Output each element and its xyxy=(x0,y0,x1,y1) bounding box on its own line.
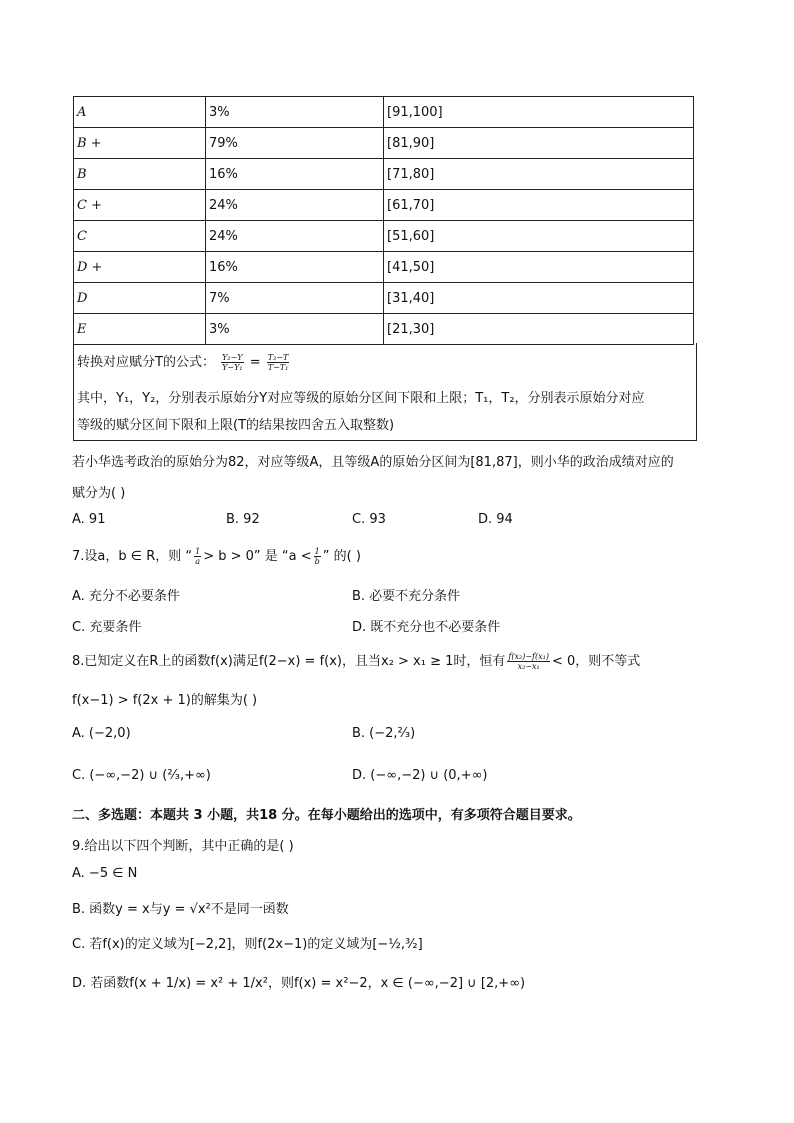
q9-stem: 9.给出以下四个判断，其中正确的是( ) xyxy=(72,839,294,854)
q9-option-a: A. −5 ∈ N xyxy=(72,866,138,881)
formula-note-cell xyxy=(73,343,697,441)
range-cell: [41,50] xyxy=(384,252,694,283)
range-cell: [91,100] xyxy=(384,97,694,128)
q7-stem-prefix: 7.设a，b ∈ R，则 “ xyxy=(72,549,193,564)
q9-option-c: C. 若f(x)的定义域为[−2,2]，则f(2x−1)的定义域为[−½,³⁄₂] xyxy=(72,937,423,952)
q7-fraction-2 xyxy=(314,547,321,566)
q7-fraction-1 xyxy=(194,547,201,566)
table-row xyxy=(74,314,694,345)
formula-label: 转换对应赋分T的公式： xyxy=(77,355,215,370)
grade-cell: D xyxy=(74,283,206,314)
formula-rhs-fraction xyxy=(267,353,290,372)
percent-cell: 16% xyxy=(206,252,384,283)
q8-stem-suffix: < 0，则不等式 xyxy=(551,654,641,669)
grade-cell: D + xyxy=(74,252,206,283)
q8-fraction xyxy=(507,652,550,671)
table-row xyxy=(74,221,694,252)
note-line-2: 等级的赋分区间下限和上限(T的结果按四舍五入取整数) xyxy=(77,418,395,433)
q8-option-a: A. (−2,0) xyxy=(72,726,131,741)
q7-option-c: C. 充要条件 xyxy=(72,620,142,635)
q8-option-b: B. (−2,²⁄₃) xyxy=(352,726,416,741)
table-row xyxy=(74,190,694,221)
grade-table xyxy=(73,96,694,345)
note-line-1: 其中，Y₁，Y₂，分别表示原始分Y对应等级的原始分区间下限和上限；T₁，T₂，分别表示原始分对应 xyxy=(77,391,645,406)
section-heading: 二、多选题：本题共 3 小题，共18 分。在每小题给出的选项中，有多项符合题目要求。 xyxy=(72,808,581,823)
formula-rhs-den: T−T₁ xyxy=(267,363,289,372)
q7-f2-den: b xyxy=(314,557,320,566)
percent-cell: 24% xyxy=(206,190,384,221)
q6-stem-line1: 若小华选考政治的原始分为82，对应等级A，且等级A的原始分区间为[81,87]，则小华的政治成绩对应的 xyxy=(72,455,674,470)
percent-cell: 79% xyxy=(206,128,384,159)
q8-option-c: C. (−∞,−2) ∪ (²⁄₃,+∞) xyxy=(72,768,211,783)
grade-cell: B + xyxy=(74,128,206,159)
range-cell: [31,40] xyxy=(384,283,694,314)
q6-option-c: C. 93 xyxy=(352,512,386,527)
range-cell: [51,60] xyxy=(384,221,694,252)
q7-f2-num: 1 xyxy=(314,547,320,556)
grade-cell: C xyxy=(74,221,206,252)
q9-option-d: D. 若函数f(x + 1/x) = x² + 1/x²，则f(x) = x²−2，x ∈ (−∞,−2] ∪ [2,+∞) xyxy=(72,976,526,991)
q8-stem-line2: f(x−1) > f(2x + 1)的解集为( ) xyxy=(72,693,258,708)
range-cell: [81,90] xyxy=(384,128,694,159)
q7-stem xyxy=(72,545,361,566)
q8-frac-den: x₂−x₁ xyxy=(517,662,540,671)
percent-cell: 7% xyxy=(206,283,384,314)
grade-cell: C + xyxy=(74,190,206,221)
q8-option-d: D. (−∞,−2) ∪ (0,+∞) xyxy=(352,768,488,783)
formula-equals: = xyxy=(249,355,261,370)
q7-option-a: A. 充分不必要条件 xyxy=(72,589,180,604)
q7-f1-num: 1 xyxy=(195,547,201,556)
q7-f1-den: a xyxy=(195,557,201,566)
q6-stem-line2: 赋分为( ) xyxy=(72,486,126,501)
formula-lhs-den: Y−Y₁ xyxy=(222,363,243,372)
range-cell: [71,80] xyxy=(384,159,694,190)
q6-option-d: D. 94 xyxy=(478,512,513,527)
q9-option-b: B. 函数y = x与y = √x²不是同一函数 xyxy=(72,902,289,917)
formula-lhs-fraction xyxy=(221,353,243,372)
q7-stem-mid: > b > 0” 是 “a < xyxy=(203,549,312,564)
q6-option-b: B. 92 xyxy=(226,512,260,527)
percent-cell: 24% xyxy=(206,221,384,252)
formula-line xyxy=(77,351,291,372)
percent-cell: 3% xyxy=(206,314,384,345)
q8-frac-num: f(x₂)−f(x₁) xyxy=(508,652,549,661)
range-cell: [61,70] xyxy=(384,190,694,221)
percent-cell: 16% xyxy=(206,159,384,190)
q7-option-b: B. 必要不充分条件 xyxy=(352,589,461,604)
table-row xyxy=(74,97,694,128)
q7-stem-suffix: ” 的( ) xyxy=(322,549,361,564)
formula-lhs-num: Y₂−Y xyxy=(222,353,243,362)
formula-rhs-num: T₂−T xyxy=(267,353,289,362)
q6-option-a: A. 91 xyxy=(72,512,106,527)
q8-stem-line1 xyxy=(72,650,640,671)
percent-cell: 3% xyxy=(206,97,384,128)
q8-stem-prefix: 8.已知定义在R上的函数f(x)满足f(2−x) = f(x)，且当x₂ > x₁ ≥ 1时，恒有 xyxy=(72,654,506,669)
q7-option-d: D. 既不充分也不必要条件 xyxy=(352,620,501,635)
table-row xyxy=(74,252,694,283)
table-row xyxy=(74,283,694,314)
range-cell: [21,30] xyxy=(384,314,694,345)
grade-cell: A xyxy=(74,97,206,128)
grade-cell: B xyxy=(74,159,206,190)
table-row xyxy=(74,128,694,159)
grade-cell: E xyxy=(74,314,206,345)
table-row xyxy=(74,159,694,190)
